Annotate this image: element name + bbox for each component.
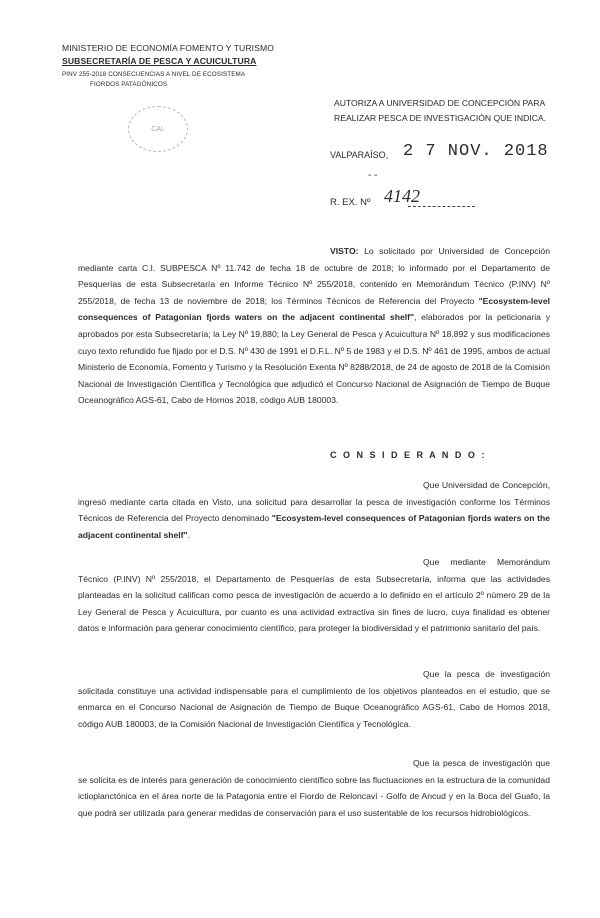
stamp-text: CAL	[151, 125, 165, 133]
considerando-heading: C O N S I D E R A N D O :	[330, 450, 487, 460]
pinv-line-2: FIORDOS PATAGÓNICOS	[90, 81, 168, 88]
project-title-bold: "Ecosystem-level consequences of Patagonian fjords waters on the adjacent continental shelf"	[78, 513, 550, 540]
paragraph-1-text: Que Universidad de Concepción, ingresó mediante carta citada en Visto, una solicitud para desarrollar la pesca de investigación conforme los Términos Técnicos de Referencia del Proyecto denominado "Ecosystem-level consequences of Patagonian fjords waters on the adjacent continental shelf".	[78, 480, 550, 540]
place-label: VALPARAÍSO,	[330, 150, 389, 160]
paragraph-2-text: Que mediante Memorándum Técnico (P.INV) Nº 255/2018, el Departamento de Pesquerías de esta Subsecretaría, informa que las actividades planteadas en la solicitud califican como pesca de investigación de acuerdo a lo definido en el artículo 2º número 29 de la Ley General de Pesca y Acuicultura, por cuanto es una actividad extractiva sin fines de lucro, cuya finalidad es obtener datos e información para generar conocimiento científico, para proteger la biodiversidad y el patrimonio sanitario del país.	[78, 557, 550, 634]
visto-label: VISTO:	[330, 246, 359, 256]
subsecretaria-header: SUBSECRETARÍA DE PESCA Y ACUICULTURA	[62, 56, 257, 66]
considerando-paragraph-3	[78, 666, 550, 732]
paragraph-3-text: Que la pesca de investigación solicitada constituye una actividad indispensable para el cumplimiento de los objetivos planteados en el estudio, que se enmarca en el Concurso Nacional de Asignación de Tiempo de Buque Oceanográfico AGS-61, Cabo de Hornos 2018, código AUB 180003, de la Comisión Nacional de Investigación Científica y Tecnológica.	[78, 669, 550, 729]
dash-marks: - -	[368, 170, 378, 181]
ministry-header: MINISTERIO DE ECONOMÍA FOMENTO Y TURISMO	[62, 43, 275, 53]
date-stamp: 2 7 NOV. 2018	[403, 142, 549, 161]
paragraph-4-text: Que la pesca de investigación que se solicita es de interés para generación de conocimiento científico sobre las fluctuaciones en la estructura de la comunidad ictioplanctónica en el área norte de la Patagonia entre el Fiordo de Reloncaví - Golfo de Ancud y en la Boca del Guafo, la que podrá ser utilizada para generar medidas de conservación para el uso sustentable de los recursos hidrobiológicos.	[78, 758, 550, 818]
pinv-line: PINV 255-2018 CONSECUENCIAS A NIVEL DE ECOSISTEMA	[62, 71, 246, 78]
visto-paragraph	[78, 243, 550, 409]
resolution-title: AUTORIZA A UNIVERSIDAD DE CONCEPCIÓN PARA REALIZAR PESCA DE INVESTIGACIÓN QUE INDICA.	[334, 98, 547, 123]
faded-stamp	[128, 106, 188, 152]
project-title-bold: "Ecosystem-level consequences of Patagonian fjords waters on the adjacent continental shelf"	[78, 295, 550, 323]
rex-underline	[408, 206, 475, 207]
considerando-paragraph-1	[78, 477, 550, 543]
considerando-paragraph-2	[78, 554, 550, 637]
visto-text: Lo solicitado por Universidad de Concepción mediante carta C.I. SUBPESCA Nº 11.742 de fecha 18 de octubre de 2018; lo informado por el Departamento de Pesquerías de esta Subsecretaría en Informe Técnico Nº 255/2018, contenido en Memorándum Técnico (P.INV) Nº 255/2018, de fecha 13 de noviembre de 2018; los Términos Técnicos de Referencia del Proyecto "Ecosystem-level consequences of Patagonian fjords waters on the adjacent continental shelf", elaborados por la peticionaria y aprobados por esta Subsecretaría; la Ley Nº 19.880; la Ley General de Pesca y Acuicultura Nº 18.892 y sus modificaciones cuyo texto refundido fue fijado por el D.S. Nº 430 de 1991 el D.F.L. Nº 5 de 1983 y el D.S. Nº 461 de 1995, ambos de actual Ministerio de Economía, Fomento y Turismo y la Resolución Exenta Nº 8288/2018, de 24 de agosto de 2018 de la Comisión Nacional de Investigación Científica y Tecnológica que adjudicó el Concurso Nacional de Asignación de Tiempo de Buque Oceanográfico AGS-61, Cabo de Hornos 2018, código AUB 180003.	[78, 246, 550, 406]
considerando-paragraph-4	[78, 755, 550, 821]
rex-number: 4142	[384, 186, 420, 206]
rex-label: R. EX. Nº	[330, 197, 371, 208]
